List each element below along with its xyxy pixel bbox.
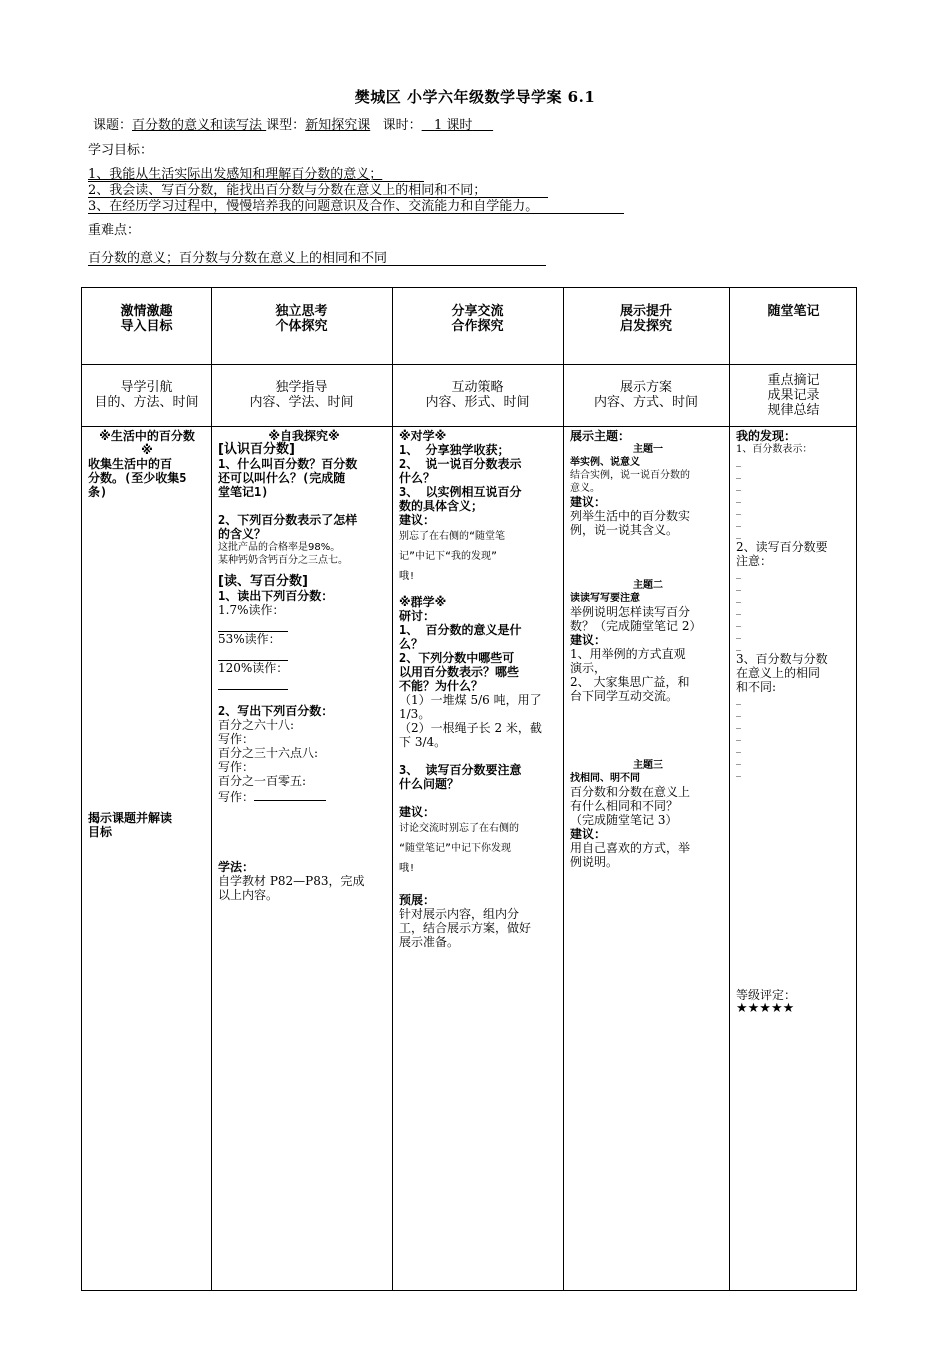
col-head-5: 随堂笔记 <box>767 304 820 319</box>
page-title: 樊城区 小学六年级数学导学案 6.1 <box>354 88 596 106</box>
topic-label: 课题： <box>93 118 133 133</box>
keypoints-label: 重难点： <box>88 223 141 238</box>
col-head-3: 分享交流 合作探究 <box>451 304 504 334</box>
course-info-line <box>93 118 493 133</box>
col-head-4: 展示提升 启发探究 <box>619 304 672 334</box>
type-label: 课型： <box>266 118 306 133</box>
hours-label: 课时： <box>382 118 422 133</box>
col2-body: ※自我探究※ [认识百分数] 1、什么叫百分数？百分数 还可以叫什么？(完成随 堂笔记1) 2、下列百分数表示了怎样 的含义？ 这批产品的合格率是98%。 某种钙奶含钙百分之三点七。 [读、写百分数] 1、读出下列百分数： 1.7%读作： 53%读作： 120%读作： 2、写出下列百分数： 百分之六十八: 写作： 百分之三十六点八: 写作： 百分之一百零五: 写作： 学法： 自学教材 P82—P83，完成 以上内容。 <box>218 429 365 902</box>
goal-item-3: 3、在经历学习过程中，慢慢培养我的问题意识及合作、交流能力和自学能力。 <box>88 199 539 214</box>
study-plan-table <box>81 287 857 1291</box>
goals-label: 学习目标： <box>88 143 154 158</box>
grade-box <box>736 988 854 1016</box>
goal-item-2: 2、我会读、写百分数，能找出百分数与分数在意义上的相同和不同； <box>88 183 487 198</box>
hours-value: 1 课时 <box>434 118 473 133</box>
keypoints-text: 百分数的意义；百分数与分数在意义上的相同和不同 <box>88 251 388 266</box>
col-sub-2: 独学指导 内容、学法、时间 <box>249 380 354 410</box>
col1-body: ※生活中的百分数 ※ 收集生活中的百 分数。(至少收集5 条) <box>88 429 195 499</box>
type-value: 新知探究课 <box>305 118 371 133</box>
col-head-2: 独立思考 个体探究 <box>275 304 328 334</box>
col-sub-3: 互动策略 内容、形式、时间 <box>425 380 530 410</box>
col-sub-1: 导学引航 目的、方法、时间 <box>94 380 199 410</box>
col-head-1: 激情激趣 导入目标 <box>120 304 173 334</box>
goal-item-1: 1、我能从生活实际出发感知和理解百分数的意义； <box>88 167 383 182</box>
col1-reveal-topic: 揭示课题并解读 目标 <box>88 811 173 839</box>
col4-body: 展示主题： 主题一 举实例、说意义 结合实例，说一说百分数的 意义。 建议： 列举生活中的百分数实 例，说一说其含义。 主题二 读读写写要注意 举例说明怎样读写百分 数？（完成随堂笔记 2） 建议： 1、用举例的方式直观 演示， 2、 大家集思广益，和 台下同学互动交流。 主题三 找相同、明不同 百分数和分数在意义上 有什么相同和不同？ （完成随堂笔记 3） 建议： 用自己喜欢的方式，举 例说明。 <box>570 429 702 869</box>
grade-label: 等级评定： <box>736 988 797 1002</box>
col5-body: 我的发现： 1、百分数表示： _ _ _ _ _ _ _ 2、读写百分数要 注意： _ _ _ _ _ _ _ 3、百分数与分数 在意义上的相同 和不同: _ _ _ _ _ _ _ <box>736 429 828 777</box>
col3-body: ※对学※ 1、 分享独学收获； 2、 说一说百分数表示 什么？ 3、 以实例相互说百分 数的具体含义； 建议： 别忘了在右侧的“随堂笔 记”中记下“我的发现” 哦! ※群学※ 研讨： 1、 百分数的意义是什 么？ 2、下列分数中哪些可 以用百分数表示？哪些 不能？为什么？ （1）一堆煤 5/6 吨，用了 1/3。 （2）一根绳子长 2 米，截 下 3/4。 3、 读写百分数要注意 什么问题？ 建议： 讨论交流时别忘了在右侧的 “随堂笔记”中记下你发现 哦! 预展： 针对展示内容，组内分 工，结合展示方案，做好 展示准备。 <box>399 429 542 949</box>
col-sub-5: 重点摘记 成果记录 规律总结 <box>767 373 820 418</box>
col-sub-4: 展示方案 内容、方式、时间 <box>593 380 698 410</box>
star-rating: ★★★★★ <box>736 1001 795 1016</box>
topic-value: 百分数的意义和读写法 <box>132 118 263 133</box>
